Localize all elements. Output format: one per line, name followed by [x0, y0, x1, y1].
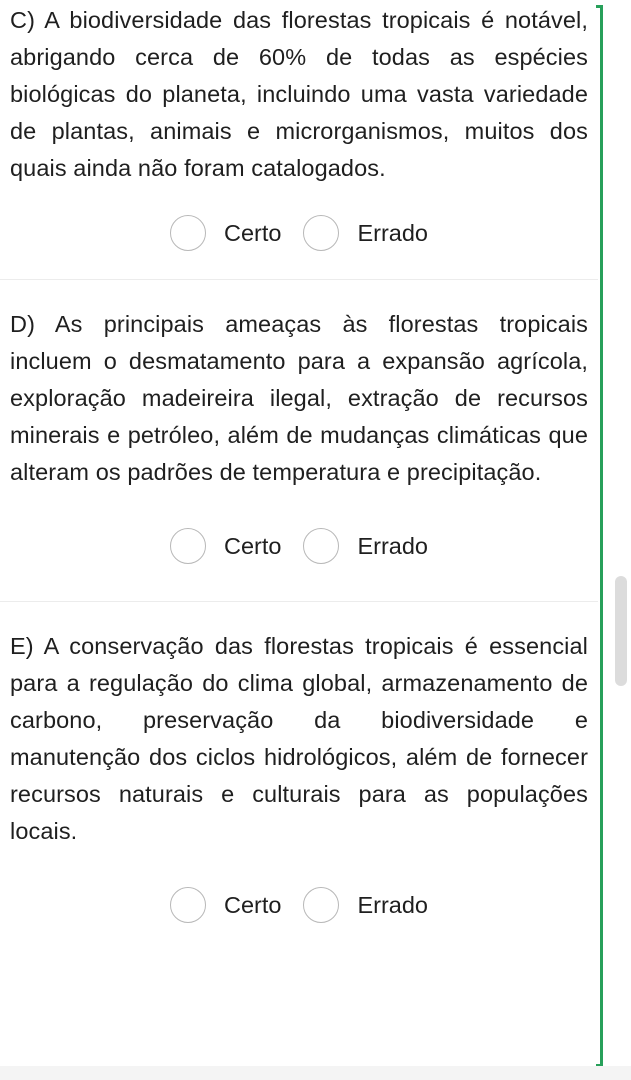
question-c: [0, 0, 598, 280]
bottom-edge: [0, 1066, 631, 1080]
question-e: [0, 602, 598, 960]
answer-options: [10, 187, 588, 279]
option-certo[interactable]: [170, 528, 281, 564]
radio-button[interactable]: [170, 887, 206, 923]
question-text: C) A biodiversidade das florestas tropicais é notável, abrigando cerca de 60% de todas as espécies biológicas do planeta, incluindo uma vasta variedade de plantas, animais e microrganismos, muitos dos quais ainda não foram catalogados.: [10, 7, 588, 181]
answer-options: [10, 850, 588, 960]
scrollbar-thumb[interactable]: [615, 576, 627, 686]
radio-button[interactable]: [170, 528, 206, 564]
question-text: D) As principais ameaças às florestas tropicais incluem o desmatamento para a expansão agrícola, exploração madeireira ilegal, extração de recursos minerais e petróleo, além de mudanças climáticas que alteram os padrões de temperatura e precipitação.: [10, 311, 588, 485]
option-label: Certo: [223, 532, 282, 559]
option-certo[interactable]: [170, 887, 281, 923]
radio-button[interactable]: [303, 215, 339, 251]
option-errado[interactable]: [303, 528, 428, 564]
option-errado[interactable]: [303, 215, 428, 251]
answer-options: [10, 491, 588, 601]
option-label: Certo: [223, 891, 282, 918]
indicator-top-cap: [596, 5, 603, 8]
option-errado[interactable]: [303, 887, 428, 923]
option-label: Errado: [357, 532, 428, 559]
radio-button[interactable]: [170, 215, 206, 251]
option-certo[interactable]: [170, 215, 281, 251]
option-label: Certo: [223, 219, 282, 246]
question-d: [0, 280, 598, 602]
option-label: Errado: [357, 891, 428, 918]
selection-indicator-bar: [600, 5, 603, 1067]
radio-button[interactable]: [303, 528, 339, 564]
radio-button[interactable]: [303, 887, 339, 923]
option-label: Errado: [357, 219, 428, 246]
question-text: E) A conservação das florestas tropicais é essencial para a regulação do clima global, armazenamento de carbono, preservação da biodiversidade e manutenção dos ciclos hidrológicos, além de fornecer recursos naturais e culturais para as populações locais.: [10, 633, 588, 844]
